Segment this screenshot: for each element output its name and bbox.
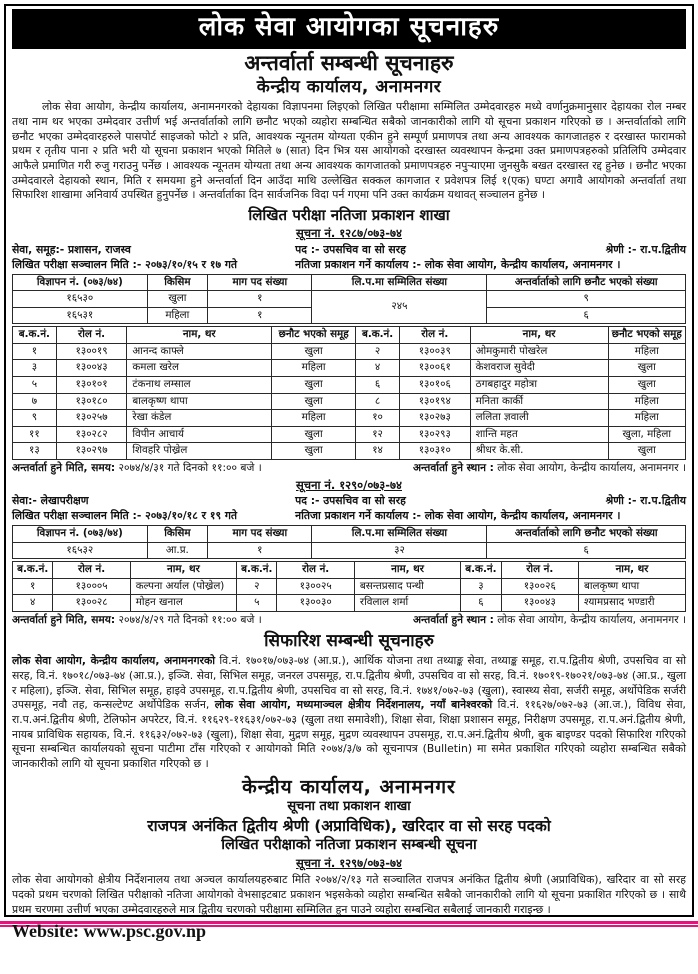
cell: ८ [356,393,400,410]
cell: खुला [272,426,356,443]
cell: ९ [487,291,686,308]
header-cell: विज्ञापन नं. (०७३/७४) [13,274,148,291]
cell: महिला [608,343,685,360]
cell: १३०१०६ [399,377,470,394]
cell: ६ [487,307,686,324]
notice1-interview-datetime [12,462,262,476]
notice2-interview-meta [12,614,686,628]
notice1-number: सूचना नं. १२८७/०७३-७४ [296,226,402,241]
header-cell: किसिम [147,274,208,291]
table-row [13,343,686,360]
cell: खुला [272,343,356,360]
cell: ओमकुमारी पोखरेल [470,343,608,360]
table-row [13,410,686,427]
cell: महिला [272,410,356,427]
notice2-vacancy-summary-table [12,525,686,559]
interview-notices-subtitle: अन्तर्वार्ता सम्बन्धी सूचनाहरु [244,50,454,75]
cell: १३००२५ [277,578,354,595]
table-row [13,562,686,579]
cell: १३००४३ [501,595,578,612]
cell: १ [208,291,312,308]
cell: १३०२९७ [56,443,127,460]
header-cell: छनौट भएको समूह [608,327,685,344]
cell: १३००३० [277,595,354,612]
notice1-post: पद :- उपसचिव वा सो सरह [295,242,406,256]
cell: १३००१९ [56,343,127,360]
notice2-info-row2 [12,509,686,523]
cell: १३००३९ [399,343,470,360]
kharidar-heading-line1: राजपत्र अनंकित द्वितीय श्रेणी (अप्राविधिक), खरिदार वा सो सरह पदको [147,816,551,835]
header-cell: रोल नं. [501,562,578,579]
cell: आनन्द काफ्ले [127,343,272,360]
kharidar-notice-number: सूचना नं. १२९७/०७३-७४ [296,856,402,871]
cell: रविलाल शर्मा [354,595,460,612]
recommendation-seg4: वि.नं. ११६२७/०७२-७३ (आ.ज.), विविध सेवा, रा.प.अनं.द्वितीय श्रेणी, टेलिफोन अपरेटर, वि.नं. ११६२९-११६३१/०७२-७३ (खुला तथा समावेशी), शिक्षा सेवा, शिक्षा प्रशासन समूह, निरीक्षण उपसमूह, रा.प.अनं.द्वितीय श्रेणी, नायब प्राविधिक सहायक, वि.नं. ११६३२/०७२-७३ (खुला), शिक्षा सेवा, मुद्रण समूह, मुद्रण व्यवस्थापन उपसमूह, रा.प.अनं.द्वितीय श्रेणी, बुक बाइण्डर पदको सिफारिश गरिएको सूचना सम्बन्धित कार्यालयको सूचना पाटीमा टाँस गरिएको र आयोगको मिति २०७४/३/७ को सूचनापत्र (Bulletin) मा समेत प्रकाशित गरिएको व्यहोरा सम्बन्धित सबैको जानकारीको लागि यो सूचना प्रकाशित गरिएको छ । [12,698,686,770]
interview-datetime-value: २०७४/४/३१ गते दिनको ११:०० बजे । [118,461,262,474]
recommendation-seg-bold1: लोक सेवा आयोग, केन्द्रीय कार्यालय, अनामनगरको [12,654,216,668]
cell: १३००४३ [56,360,127,377]
notice2-candidates-table [12,561,686,612]
table-row [13,542,686,559]
header-cell: नाम, थर [354,562,460,579]
kharidar-heading-line2: लिखित परीक्षाको नतिजा प्रकाशन सम्बन्धी सूचना [221,836,477,853]
cell: १ [13,343,57,360]
cell: ४ [356,360,400,377]
notice2-grade: श्रेणी :- रा.प.द्वितीय [605,494,686,508]
cell: १३०१०१ [56,377,127,394]
cell: १२ [356,426,400,443]
cell: ३२ [312,542,487,559]
header-cell: किसिम [147,526,208,543]
interview-datetime-value: २०७४/४/२९ गते दिनको ११:०० बजे । [118,614,262,627]
interview-venue-value: लोक सेवा आयोग, केन्द्रीय कार्यालय, अनामनगर । [497,614,686,627]
header-cell: अन्तर्वार्ताको लागि छनौट भएको संख्या [487,274,686,291]
notice1-vacancy-summary-table [12,274,686,325]
cell: रेखा कंडेल [127,410,272,427]
cell: १३००२८ [53,595,130,612]
recommendation-paragraph [12,654,686,771]
cell: ५ [237,595,277,612]
header-cell: लि.प.मा सम्मिलित संख्या [312,274,487,291]
cell: आ.प्र. [147,542,208,559]
cell: १६५३२ [13,542,148,559]
header-cell: रोल नं. [399,327,470,344]
notice1-info-row2 [12,258,686,272]
cell: खुला [272,393,356,410]
notice1-interview-venue [413,462,686,476]
header-cell: रोल नं. [56,327,127,344]
header-cell: माग पद संख्या [208,526,312,543]
cell: २४५ [312,291,487,324]
header-cell: अन्तर्वार्ताको लागि छनौट भएको संख्या [487,526,686,543]
cell: १३ [13,443,57,460]
table-row [13,393,686,410]
cell: केशवराज सुवेदी [470,360,608,377]
recommendation-seg2: वि.नं. १७०१७/०७३-७४ (आ.प्र.), आर्थिक योजना तथा तथ्याङ्क सेवा, तथ्याङ्क समूह, रा.प.द्वितीय श्रेणी, उपसचिव वा सो सरह, वि.नं. १७०१८/०७३-७४ (आ.प्र.), इञ्जि. सेवा, सिभिल समूह, जनरल उपसमूह, रा.प.द्वितीय श्रेणी, उपसचिव वा सो सरह, वि.नं. १७०१९-१७०२१/०७३-७४ (आ.प्र., खुला र महिला), इञ्जि. सेवा, सिभिल समूह, हाइवे उपसमूह, रा.प.द्वितीय श्रेणी, उपसचिव वा सो सरह, वि.नं. १७४१/०७२-७३ (खुला), स्वास्थ्य सेवा, सर्जरी समूह, अर्थोपेडिक सर्जरी उपसमूह, नवौ तह, कन्सल्टेण्ट अर्थोपेडिक सर्जन, [12,654,686,712]
cell: ९ [13,410,57,427]
header-cell: ब.क.नं. [13,327,57,344]
table-row [13,526,686,543]
header-cell: छनौट भएको समूह [272,327,356,344]
header-cell: ब.क.नं. [13,562,53,579]
cell: २ [237,578,277,595]
table-row [13,377,686,394]
table-row [13,327,686,344]
table-row [13,274,686,291]
cell: ६ [487,542,686,559]
notice2-interview-venue [413,614,686,628]
interview-venue-value: लोक सेवा आयोग, केन्द्रीय कार्यालय, अनामनगर । [497,461,686,474]
cell: १३०००५ [53,578,130,595]
notice2-post: पद :- उपसचिव वा सो सरह [295,494,406,508]
cell: महिला [608,393,685,410]
header-cell: नाम, थर [578,562,685,579]
cell: १३००२६ [501,578,578,595]
cell: १ [13,578,53,595]
cell: शिवहरि पोख्रेल [127,443,272,460]
cell: १६५३१ [13,307,148,324]
cell: महिला [147,307,208,324]
cell: ११ [13,426,57,443]
recommendation-seg-bold2: लोक सेवा आयोग, मध्यमाञ्चल क्षेत्रीय निर्देशनालय, नयाँ बानेश्वरको [214,698,493,712]
cell: बसन्तप्रसाद पन्थी [354,578,460,595]
notice1-info-row1 [12,243,686,257]
cell: महिला [608,410,685,427]
header-cell: विज्ञापन नं. (०७३/७४) [13,526,148,543]
header-cell: लि.प.मा सम्मिलित संख्या [312,526,487,543]
cell: ठगबहादुर महोत्रा [470,377,608,394]
table-row [13,360,686,377]
notice2-service: सेवा:- लेखापरीक्षण [12,494,89,508]
website-text: Website: www.psc.gov.np [12,921,207,942]
cell: खुला [272,377,356,394]
header-cell: नाम, थर [470,327,608,344]
header-cell: ब.क.नं. [237,562,277,579]
cell: खुला [608,360,685,377]
results-branch-heading: लिखित परीक्षा नतिजा प्रकाशन शाखा [248,206,450,225]
table-row [13,595,686,612]
banner-title: लोक सेवा आयोगका सूचनाहरु [12,9,686,49]
cell: विपीन आचार्य [127,426,272,443]
cell: १४ [356,443,400,460]
interview-venue-label: अन्तर्वार्ता हुने स्थान : [412,614,494,627]
kharidar-paragraph: लोक सेवा आयोगको क्षेत्रीय निर्देशनालय तथा अञ्चल कार्यालयहरुबाट मिति २०७४/२/१३ गते सञ्चालित राजपत्र अनंकित द्वितीय श्रेणी (अप्राविधिक), खरिदार वा सो सरह पदको प्रथम चरणको लिखित परीक्षाको नतिजा आयोगको वेभसाइटबाट प्रकाशन भइसकेको व्यहोरा सम्बन्धित सबैको जानकारीको लागि यो सूचना प्रकाशित गरिएको छ । साथै प्रथम चरणमा उत्तीर्ण भएका उम्मेदवारहरुले मात्र द्वितीय चरणको परीक्षामा सम्मिलित हुन पाउने व्यहोरा सम्बन्धित सबैलाई जानकारी गराइन्छ । [12,873,686,916]
info-publication-branch: सूचना तथा प्रकाशन शाखा [287,799,411,815]
notice2-number: सूचना नं. १२९०/०७३-७४ [296,477,402,492]
header-cell: रोल नं. [53,562,130,579]
cell: कमला खरेल [127,360,272,377]
intro-paragraph: लोक सेवा आयोग, केन्द्रीय कार्यालय, अनामनगरको देहायका विज्ञापनमा लिइएको लिखित परीक्षामा सम्मिलित उम्मेदवारहरु मध्ये वर्णानुक्रमानुसार देहायका रोल नम्बर तथा नाम थर भएका उम्मेदवार उत्तीर्ण भई अन्तर्वार्ताको लागि छनौट भएको व्यहोरा सम्बन्धित सबैको जानकारीको लागि यो सूचना प्रकाशन गरिएको छ । अन्तर्वार्ताको लागि छनौट भएका उम्मेदवारहरुले पासपोर्ट साइजको फोटो २ प्रति, आवश्यक न्यूनतम योग्यता एकीन हुने सम्पूर्ण प्रमाणपत्र तथा अन्य आवश्यक कागजातहरु र दरखास्त फारामको प्रथम र तृतीय पाना २ प्रति भरी यो सूचना प्रकाशन भएको मितिले ७ (सात) दिन भित्र यस आयोगको दरखास्त व्यवस्थापन केन्द्रमा उक्त प्रमाणपत्रहरुको प्रतिलिपि उम्मेदवार आफैले प्रमाणित गरी रुजु गराउनु पर्नेछ । आवश्यक न्यूनतम योग्यता तथा अन्य आवश्यक कागजातको प्रमाणपत्रहरु नपुऱ्याएमा जुनसुकै बखत दरखास्त रद्द हुनेछ । छनौट भएका उम्मेदवारले देहायको स्थान, मिति र समयमा हुने अन्तर्वार्ता दिन आउँदा माथि उल्लेखित सक्कल कागजात र प्रवेशपत्र लिई १(एक) घण्टा अगावै आयोगको अन्तर्वार्ता तथा सिफारिश शाखामा अनिवार्य उपस्थित हुनुपर्नेछ । अन्तर्वार्ताका दिन सार्वजनिक विदा पर्न गएमा पनि उक्त कार्यक्रम यथावत् सञ्चालन हुनेछ । [12,100,686,202]
cell: १ [208,542,312,559]
table-row [13,291,686,308]
table-row [13,578,686,595]
cell: शान्ति महत [470,426,608,443]
cell: खुला [608,377,685,394]
cell: बालकृष्ण थापा [578,578,685,595]
notice1-result-office: नतिजा प्रकाशन गर्ने कार्यालय :- लोक सेवा आयोग, केन्द्रीय कार्यालय, अनामनगर । [295,257,621,271]
recommendation-heading: सिफारिश सम्बन्धी सूचनाहरु [264,630,434,651]
cell: ३ [13,360,57,377]
cell: १३०३१० [399,443,470,460]
cell: ४ [13,595,53,612]
cell: ७ [13,393,57,410]
notice1-exam-date: लिखित परीक्षा सञ्चालन मिति :- २०७३/१०/१५ र १७ गते [12,257,238,271]
table-row [13,443,686,460]
central-office-heading-top: केन्द्रीय कार्यालय, अनामनगर [256,77,442,98]
cell: खुला [147,291,208,308]
cell: टंकनाथ लम्साल [127,377,272,394]
header-cell: माग पद संख्या [208,274,312,291]
cell: खुला, महिला [608,426,685,443]
notice2-info-row1 [12,494,686,508]
notice1-interview-meta [12,462,686,476]
cell: श्यामप्रसाद भण्डारी [578,595,685,612]
cell: ५ [13,377,57,394]
cell: खुला [272,443,356,460]
notice2-interview-datetime [12,614,262,628]
cell: कल्पना अर्याल (पोख्रेल) [130,578,236,595]
cell: २ [356,343,400,360]
cell: १३०२७३ [399,410,470,427]
cell: १३०२५७ [56,410,127,427]
header-cell: नाम, थर [130,562,236,579]
cell: ३ [461,578,501,595]
cell: १३००६१ [399,360,470,377]
header-cell: नाम, थर [127,327,272,344]
cell: १३०१९४ [399,393,470,410]
central-office-heading: केन्द्रीय कार्यालय, अनामनगर [242,775,456,798]
cell: श्रीधर के.सी. [470,443,608,460]
cell: १३०२९३ [399,426,470,443]
cell: ललिता ज्ञवाली [470,410,608,427]
cell: १३०२८२ [56,426,127,443]
header-cell: रोल नं. [277,562,354,579]
cell: १० [356,410,400,427]
notice1-candidates-table [12,326,686,460]
notice2-exam-date: लिखित परीक्षा सञ्चालन मिति :- २०७३/१०/१८ र १९ गते [12,509,238,523]
interview-datetime-label: अन्तर्वार्ता हुने मिति, समय: [12,461,116,474]
cell: मनिता कार्की [470,393,608,410]
cell: मोहन खनाल [130,595,236,612]
header-cell: ब.क.नं. [461,562,501,579]
cell: महिला [272,360,356,377]
cell: खुला [608,443,685,460]
cell: ६ [356,377,400,394]
table-row [13,426,686,443]
notice2-result-office: नतिजा प्रकाशन गर्ने कार्यालय :- लोक सेवा आयोग, केन्द्रीय कार्यालय, अनामनगर । [295,509,621,523]
cell: १६५३० [13,291,148,308]
interview-datetime-label: अन्तर्वार्ता हुने मिति, समय: [12,614,116,627]
cell: १३०१८० [56,393,127,410]
header-cell: ब.क.नं. [356,327,400,344]
notice-page-frame [4,4,694,942]
notice1-service: सेवा, समूह:- प्रशासन, राजस्व [12,242,131,256]
cell: १ [208,307,312,324]
cell: बालकृष्ण थापा [127,393,272,410]
interview-venue-label: अन्तर्वार्ता हुने स्थान : [412,461,494,474]
cell: ६ [461,595,501,612]
notice1-grade: श्रेणी :- रा.प.द्वितीय [605,242,686,256]
